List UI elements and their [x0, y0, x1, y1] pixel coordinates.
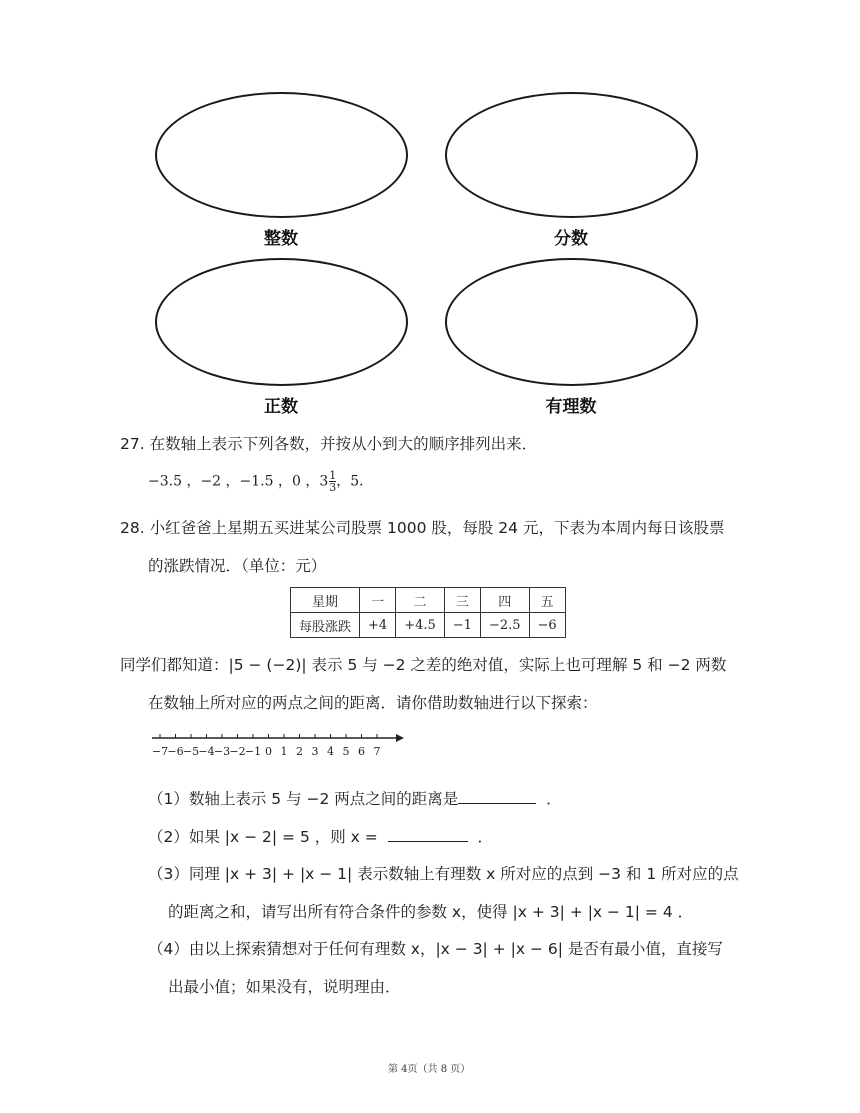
- table-cell: −2.5: [480, 613, 529, 638]
- page-footer: 第 4页（共 8 页）: [388, 1064, 471, 1075]
- p2-end: ．: [477, 828, 493, 846]
- number-line-label: −7: [151, 745, 169, 758]
- number-line-label: 4: [327, 745, 334, 758]
- table-cell: 星期: [291, 588, 360, 613]
- table-cell: 一: [360, 588, 396, 613]
- number-line-label: −1: [244, 745, 262, 758]
- ellipse-positives: [155, 258, 408, 386]
- q28-line1: 28. 小红爸爸上星期五买进某公司股票 1000 股，每股 24 元，下表为本周内每日该股票: [120, 519, 725, 537]
- table-cell: +4.5: [396, 613, 445, 638]
- number-line-label: 1: [280, 745, 288, 758]
- p2-line: [148, 825, 493, 847]
- p1-end: ．: [546, 790, 562, 808]
- table-cell: +4: [360, 613, 396, 638]
- label-rationals: 有理数: [545, 397, 597, 417]
- p4-line1: （4）由以上探索猜想对于任何有理数 x，|x − 3| + |x − 6| 是否有最小值，直接写: [148, 940, 723, 958]
- q27-numbers: [148, 470, 373, 493]
- ellipse-fractions: [445, 92, 698, 218]
- table-cell: 四: [480, 588, 529, 613]
- p3-line2: 的距离之和，请写出所有符合条件的参数 x，使得 |x + 3| + |x − 1| = 4 ．: [168, 903, 694, 921]
- number-line-label: −3: [213, 745, 231, 758]
- number-line-arrow: [396, 734, 404, 742]
- table-cell: −1: [444, 613, 480, 638]
- p1-answer-blank[interactable]: [458, 803, 536, 804]
- p4-line2: 出最小值；如果没有，说明理由．: [168, 978, 401, 996]
- p1-line: [148, 787, 562, 809]
- table-row: [291, 588, 566, 613]
- q27-frac-den: 3: [329, 481, 337, 494]
- number-line-label: −4: [198, 745, 215, 758]
- q27-frac-num: 1: [329, 469, 337, 482]
- number-line-label: −2: [229, 745, 246, 758]
- number-line-label: 0: [265, 745, 272, 758]
- number-line-label: −6: [167, 745, 184, 758]
- number-line-label: 3: [311, 745, 319, 758]
- explore-line1: 同学们都知道：|5 − (−2)| 表示 5 与 −2 之差的绝对值，实际上也可理解 5 和 −2 两数: [120, 656, 727, 674]
- number-line-label: 6: [358, 745, 365, 758]
- ellipse-integers: [155, 92, 408, 218]
- table-cell: 五: [529, 588, 565, 613]
- table-row: [291, 613, 566, 638]
- number-line-label: 7: [373, 745, 381, 758]
- p2-text: （2）如果 |x − 2| = 5 ，则 x =: [148, 828, 378, 846]
- p1-text: （1）数轴上表示 5 与 −2 两点之间的距离是: [148, 790, 459, 808]
- number-line: [150, 730, 410, 766]
- label-fractions: 分数: [554, 229, 588, 249]
- ellipse-rationals: [445, 258, 698, 386]
- table-cell: 每股涨跌: [291, 613, 360, 638]
- q27-numbers-b: ，5．: [336, 473, 374, 490]
- label-positives: 正数: [264, 397, 298, 417]
- number-line-label: −5: [182, 745, 200, 758]
- q28-line2: 的涨跌情况．（单位：元）: [148, 557, 327, 575]
- table-cell: −6: [529, 613, 565, 638]
- p2-answer-blank[interactable]: [388, 841, 468, 842]
- table-cell: 二: [396, 588, 445, 613]
- q27-text: 27. 在数轴上表示下列各数，并按从小到大的顺序排列出来．: [120, 435, 538, 453]
- p3-line1: （3）同理 |x + 3| + |x − 1| 表示数轴上有理数 x 所对应的点到 −3 和 1 所对应的点: [148, 865, 739, 883]
- label-integers: 整数: [264, 229, 298, 249]
- explore-line2: 在数轴上所对应的两点之间的距离．请你借助数轴进行以下探索：: [148, 694, 598, 712]
- q27-numbers-a: −3.5 ，−2 ，−1.5 ，0 ，3: [148, 473, 329, 490]
- number-line-label: 2: [296, 745, 303, 758]
- number-line-label: 5: [342, 745, 350, 758]
- stock-table: [290, 587, 566, 638]
- table-cell: 三: [444, 588, 480, 613]
